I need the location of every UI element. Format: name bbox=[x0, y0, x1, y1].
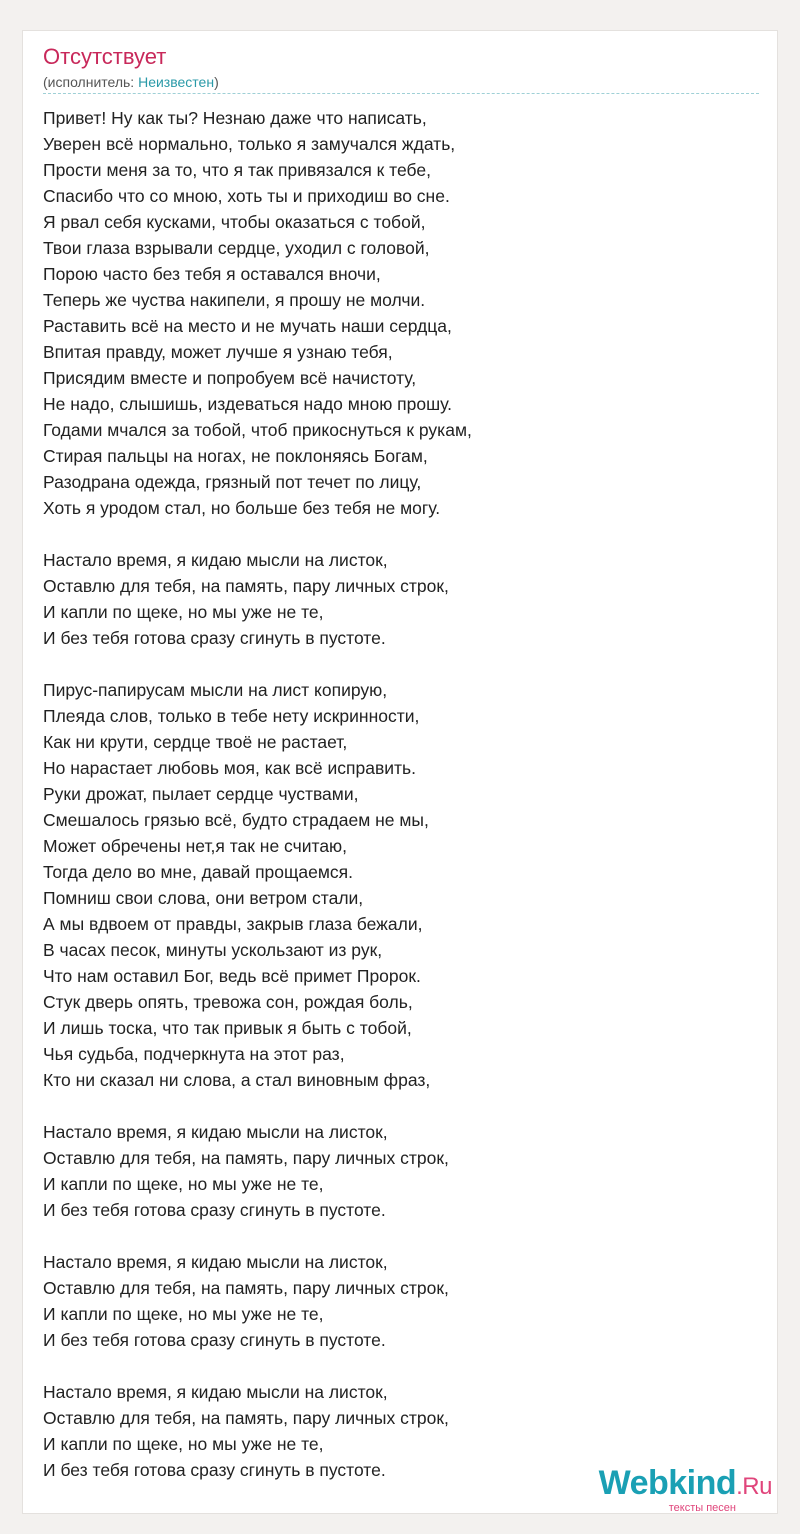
lyric-line: И капли по щеке, но мы уже не те, bbox=[43, 602, 324, 622]
artist-suffix: ) bbox=[214, 74, 219, 90]
lyric-line: А мы вдвоем от правды, закрыв глаза бежали, bbox=[43, 914, 423, 934]
lyric-line: Присядим вместе и попробуем всё начистоту, bbox=[43, 368, 417, 388]
lyric-line: В часах песок, минуты ускользают из рук, bbox=[43, 940, 383, 960]
lyric-line: Кто ни сказал ни слова, а стал виновным фраз, bbox=[43, 1070, 431, 1090]
lyrics-stanza bbox=[43, 1249, 759, 1353]
lyric-line: Хоть я уродом стал, но больше без тебя не могу. bbox=[43, 498, 441, 518]
lyric-line: Может обречены нет,я так не считаю, bbox=[43, 836, 348, 856]
lyrics-card bbox=[22, 30, 778, 1514]
lyric-line: Спасибо что со мною, хоть ты и приходиш во сне. bbox=[43, 186, 450, 206]
lyric-line: И без тебя готова сразу сгинуть в пустоте. bbox=[43, 1200, 386, 1220]
lyrics-stanza bbox=[43, 677, 759, 1093]
lyric-line: Настало время, я кидаю мысли на листок, bbox=[43, 1122, 388, 1142]
lyric-line: Впитая правду, может лучше я узнаю тебя, bbox=[43, 342, 393, 362]
lyric-line: Смешалось грязью всё, будто страдаем не мы, bbox=[43, 810, 429, 830]
artist-prefix: (исполнитель: bbox=[43, 74, 139, 90]
lyric-line: И без тебя готова сразу сгинуть в пустоте. bbox=[43, 1460, 386, 1480]
lyric-line: И без тебя готова сразу сгинуть в пустоте. bbox=[43, 628, 386, 648]
lyric-line: Чья судьба, подчеркнута на этот раз, bbox=[43, 1044, 345, 1064]
lyric-line: И капли по щеке, но мы уже не те, bbox=[43, 1174, 324, 1194]
lyric-line: Оставлю для тебя, на память, пару личных строк, bbox=[43, 1408, 449, 1428]
lyric-line: Оставлю для тебя, на память, пару личных строк, bbox=[43, 1148, 449, 1168]
lyric-line: Стук дверь опять, тревожа сон, рождая боль, bbox=[43, 992, 413, 1012]
lyric-line: И без тебя готова сразу сгинуть в пустоте. bbox=[43, 1330, 386, 1350]
lyric-line: Помниш свои слова, они ветром стали, bbox=[43, 888, 364, 908]
lyric-line: Плеяда слов, только в тебе нету искринности, bbox=[43, 706, 420, 726]
header-divider bbox=[43, 93, 759, 94]
webkind-logo[interactable] bbox=[572, 1466, 772, 1514]
lyric-line: Порою часто без тебя я оставался вночи, bbox=[43, 264, 381, 284]
song-title: Отсутствует bbox=[43, 44, 167, 69]
song-header bbox=[43, 43, 759, 91]
lyric-line: Как ни крути, сердце твоё не растает, bbox=[43, 732, 348, 752]
lyric-line: Стирая пальцы на ногах, не поклоняясь Богам, bbox=[43, 446, 428, 466]
lyric-line: И лишь тоска, что так привык я быть с тобой, bbox=[43, 1018, 412, 1038]
lyric-line: Годами мчался за тобой, чтоб прикоснуться к рукам, bbox=[43, 420, 472, 440]
lyric-line: Раставить всё на место и не мучать наши сердца, bbox=[43, 316, 452, 336]
lyric-line: Руки дрожат, пылает сердце чуствами, bbox=[43, 784, 359, 804]
artist-link[interactable]: Неизвестен bbox=[138, 74, 215, 90]
lyric-line: Настало время, я кидаю мысли на листок, bbox=[43, 1382, 388, 1402]
lyrics-stanza bbox=[43, 547, 759, 651]
lyric-line: Твои глаза взрывали сердце, уходил с головой, bbox=[43, 238, 430, 258]
artist-line bbox=[43, 73, 759, 91]
logo-wordmark bbox=[572, 1466, 772, 1504]
lyric-line: Привет! Ну как ты? Незнаю даже что написать, bbox=[43, 108, 427, 128]
lyric-line: Разодрана одежда, грязный пот течет по лицу, bbox=[43, 472, 422, 492]
lyric-line: Прости меня за то, что я так привязался к тебе, bbox=[43, 160, 431, 180]
lyrics-stanza bbox=[43, 1119, 759, 1223]
logo-ru-text: .Ru bbox=[736, 1473, 772, 1500]
lyric-line: Уверен всё нормально, только я замучался ждать, bbox=[43, 134, 456, 154]
lyric-line: Настало время, я кидаю мысли на листок, bbox=[43, 1252, 388, 1272]
lyric-line: Оставлю для тебя, на память, пару личных строк, bbox=[43, 576, 449, 596]
lyric-line: Тогда дело во мне, давай прощаемся. bbox=[43, 862, 354, 882]
lyric-line: Настало время, я кидаю мысли на листок, bbox=[43, 550, 388, 570]
lyrics-stanza bbox=[43, 105, 759, 521]
lyric-line: Теперь же чуства накипели, я прошу не молчи. bbox=[43, 290, 426, 310]
lyric-line: Пирус-папирусам мысли на лист копирую, bbox=[43, 680, 388, 700]
logo-main-text: Webkind bbox=[598, 1464, 737, 1502]
lyric-line: Что нам оставил Бог, ведь всё примет Пророк. bbox=[43, 966, 421, 986]
lyric-line: Но нарастает любовь моя, как всё исправить. bbox=[43, 758, 417, 778]
lyric-line: Не надо, слышишь, издеваться надо мною прошу. bbox=[43, 394, 453, 414]
lyric-line: Оставлю для тебя, на память, пару личных строк, bbox=[43, 1278, 449, 1298]
lyric-line: И капли по щеке, но мы уже не те, bbox=[43, 1304, 324, 1324]
lyric-line: Я рвал себя кусками, чтобы оказаться с тобой, bbox=[43, 212, 426, 232]
lyric-line: И капли по щеке, но мы уже не те, bbox=[43, 1434, 324, 1454]
lyrics-text bbox=[43, 105, 759, 1509]
logo-subtitle: тексты песен bbox=[668, 1502, 736, 1514]
